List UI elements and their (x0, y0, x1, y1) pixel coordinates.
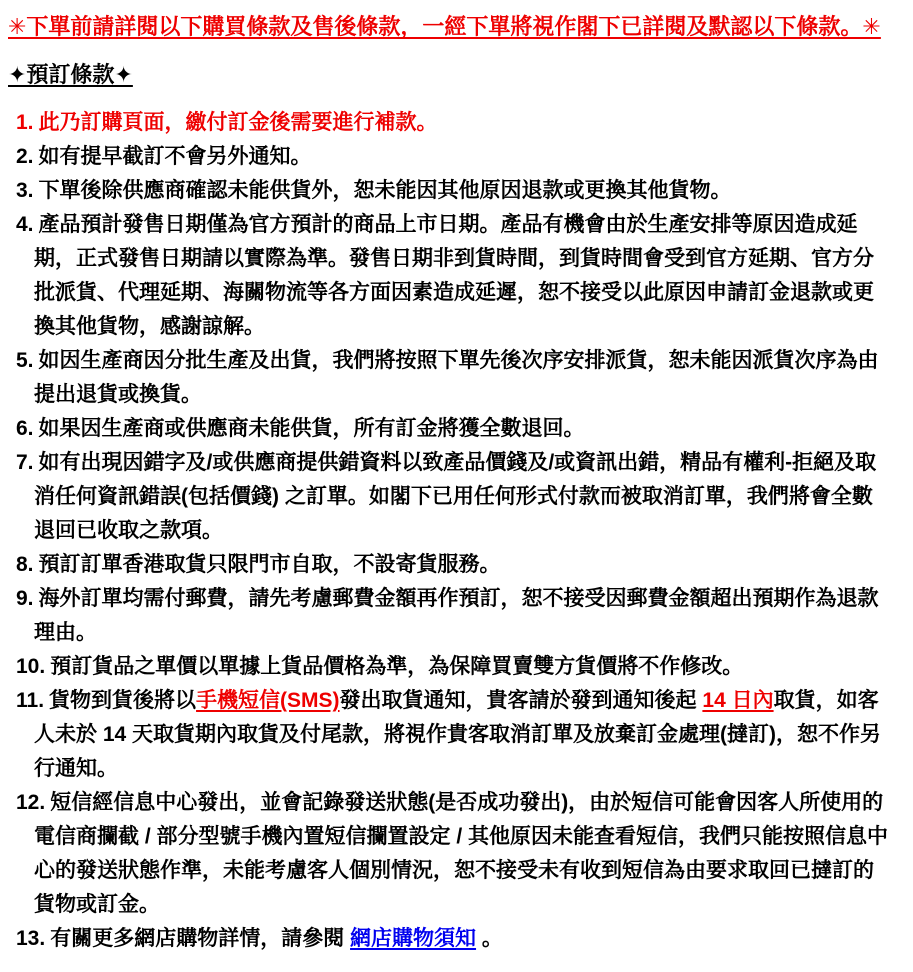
term-item-7 (8, 446, 893, 548)
term-text: 手機短信(SMS) (196, 689, 340, 712)
term-text: 貨物到貨後將以 (49, 689, 197, 712)
term-number: 5. (16, 349, 34, 372)
term-text: 發出取貨通知，貴客請於發到通知後起 (339, 689, 703, 712)
term-text: 如有提早截訂不會另外通知。 (38, 145, 312, 168)
term-number: 11. (16, 689, 45, 712)
term-text: 預訂貨品之單價以單據上貨品價格為準，為保障買賣雙方貨價將不作修改。 (50, 655, 744, 678)
term-number: 7. (16, 451, 34, 474)
term-text: 。 (476, 927, 503, 950)
term-number: 8. (16, 553, 34, 576)
term-item-5 (8, 344, 893, 412)
term-text: 如果因生產商或供應商未能供貨，所有訂金將獲全數退回。 (38, 417, 585, 440)
term-number: 12. (16, 791, 46, 814)
term-item-12 (8, 786, 893, 922)
term-item-10 (8, 650, 893, 684)
term-text: 短信經信息中心發出，並會記錄發送狀態(是否成功發出)，由於短信可能會因客人所使用的電信商攔截 / 部分型號手機內置短信攔置設定 / 其他原因未能查看短信，我們只能按照信息中心的發送狀態作準，未能考慮客人個別情況，恕不接受未有收到短信為由要求取回已撻訂的貨物或訂金。 (34, 791, 889, 916)
term-text: 海外訂單均需付郵費，請先考慮郵費金額再作預訂，恕不接受因郵費金額超出預期作為退款理由。 (34, 587, 879, 644)
store-shopping-notice-link[interactable]: 網店購物須知 (350, 927, 477, 950)
term-item-11 (8, 684, 893, 786)
term-text: 預訂訂單香港取貨只限門市自取，不設寄貨服務。 (38, 553, 501, 576)
term-item-2 (8, 140, 893, 174)
term-item-3 (8, 174, 893, 208)
term-text: 14 日內 (702, 689, 774, 712)
terms-list (8, 106, 893, 956)
term-number: 10. (16, 655, 46, 678)
term-text: 產品預計發售日期僅為官方預計的商品上市日期。產品有機會由於生產安排等原因造成延期，正式發售日期請以實際為準。發售日期非到貨時間，到貨時間會受到官方延期、官方分批派貨、代理延期、海關物流等各方面因素造成延遲，恕不接受以此原因申請訂金退款或更換其他貨物，感謝諒解。 (34, 213, 874, 338)
term-item-8 (8, 548, 893, 582)
term-number: 9. (16, 587, 34, 610)
term-text: 有關更多網店購物詳情，請參閱 (50, 927, 351, 950)
term-number: 13. (16, 927, 46, 950)
term-text: 取貨，如客人未於 14 天取貨期內取貨及付尾款，將視作貴客取消訂單及放棄訂金處理(撻訂)，恕不作另行通知。 (34, 689, 882, 780)
notice-banner: ✳下單前請詳閱以下購買條款及售後條款，一經下單將視作閣下已詳閱及默認以下條款。✳ (8, 14, 881, 39)
term-text: 此乃訂購頁面，繳付訂金後需要進行補款。 (38, 111, 438, 134)
term-text: 下單後除供應商確認未能供貨外，恕未能因其他原因退款或更換其他貨物。 (38, 179, 732, 202)
term-item-1 (8, 106, 893, 140)
term-text: 如有出現因錯字及/或供應商提供錯資料以致產品價錢及/或資訊出錯，精品有權利-拒絕及取消任何資訊錯誤(包括價錢) 之訂單。如閣下已用任何形式付款而被取消訂單，我們將會全數退回已收取之款項。 (34, 451, 877, 542)
term-item-6 (8, 412, 893, 446)
term-item-9 (8, 582, 893, 650)
term-number: 3. (16, 179, 34, 202)
term-number: 1. (16, 111, 34, 134)
term-item-13 (8, 922, 893, 956)
section-heading-preorder-terms: ✦預訂條款✦ (8, 62, 133, 87)
term-text: 如因生產商因分批生產及出貨，我們將按照下單先後次序安排派貨，恕未能因派貨次序為由提出退貨或換貨。 (34, 349, 879, 406)
term-number: 6. (16, 417, 34, 440)
term-item-4 (8, 208, 893, 344)
term-number: 2. (16, 145, 34, 168)
term-number: 4. (16, 213, 34, 236)
